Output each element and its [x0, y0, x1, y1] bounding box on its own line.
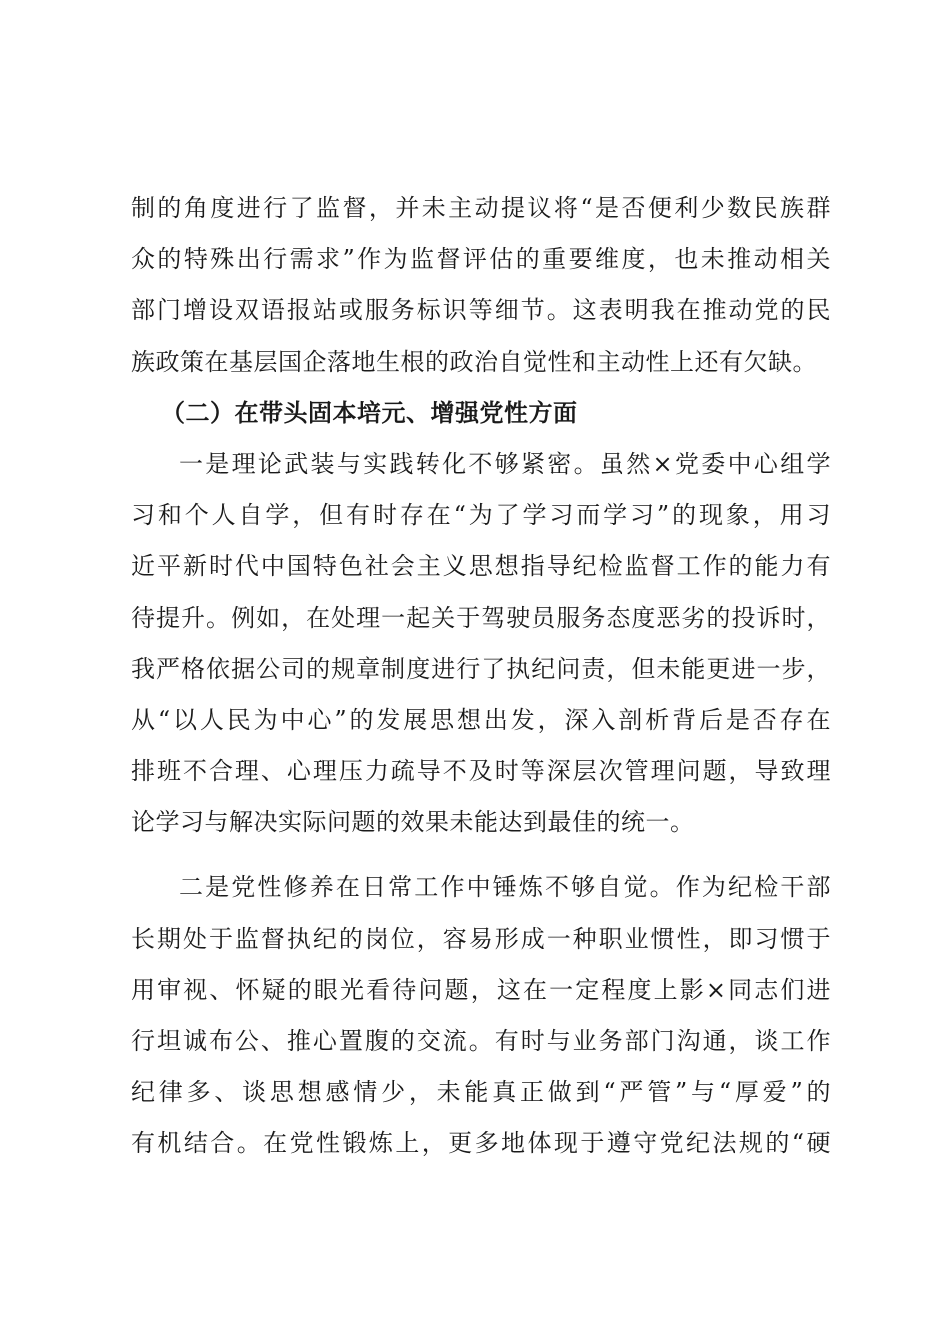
text-line: 近平新时代中国特色社会主义思想指导纪检监督工作的能力有 [131, 552, 831, 581]
text-line: 二是党性修养在日常工作中锤炼不够自觉。作为纪检干部 [179, 873, 831, 902]
text-line: 部门增设双语报站或服务标识等细节。这表明我在推动党的民 [131, 296, 831, 325]
text-line: 习和个人自学，但有时存在“为了学习而学习”的现象，用习 [131, 501, 831, 530]
text-line: 长期处于监督执纪的岗位，容易形成一种职业惯性，即习惯于 [131, 924, 831, 953]
text-line: 我严格依据公司的规章制度进行了执纪问责，但未能更进一步， [131, 654, 831, 683]
text-line: 制的角度进行了监督，并未主动提议将“是否便利少数民族群 [131, 194, 831, 222]
text-line: 一是理论武装与实践转化不够紧密。虽然×党委中心组学 [179, 449, 831, 478]
section-heading: （二）在带头固本培元、增强党性方面 [161, 398, 578, 427]
text-line: 族政策在基层国企落地生根的政治自觉性和主动性上还有欠缺。 [131, 347, 817, 376]
paragraph-two [131, 862, 831, 1169]
paragraph-one [131, 439, 831, 849]
text-line: 用审视、怀疑的眼光看待问题，这在一定程度上影×同志们进 [131, 975, 831, 1004]
text-line: 众的特殊出行需求”作为监督评估的重要维度，也未推动相关 [131, 245, 831, 274]
text-line: 排班不合理、心理压力疏导不及时等深层次管理问题，导致理 [131, 757, 831, 786]
document-body [131, 183, 831, 1170]
text-line: 纪律多、谈思想感情少，未能真正做到“严管”与“厚爱”的 [131, 1078, 831, 1107]
text-line: 待提升。例如，在处理一起关于驾驶员服务态度恶劣的投诉时， [131, 603, 831, 632]
text-line: 论学习与解决实际问题的效果未能达到最佳的统一。 [131, 808, 695, 837]
paragraph-intro [131, 183, 831, 388]
paragraph-gap [131, 848, 831, 862]
text-line: 从“以人民为中心”的发展思想出发，深入剖析背后是否存在 [131, 705, 831, 734]
text-line: 有机结合。在党性锻炼上，更多地体现于遵守党纪法规的“硬 [131, 1129, 831, 1158]
text-line: 行坦诚布公、推心置腹的交流。有时与业务部门沟通，谈工作 [131, 1027, 831, 1055]
